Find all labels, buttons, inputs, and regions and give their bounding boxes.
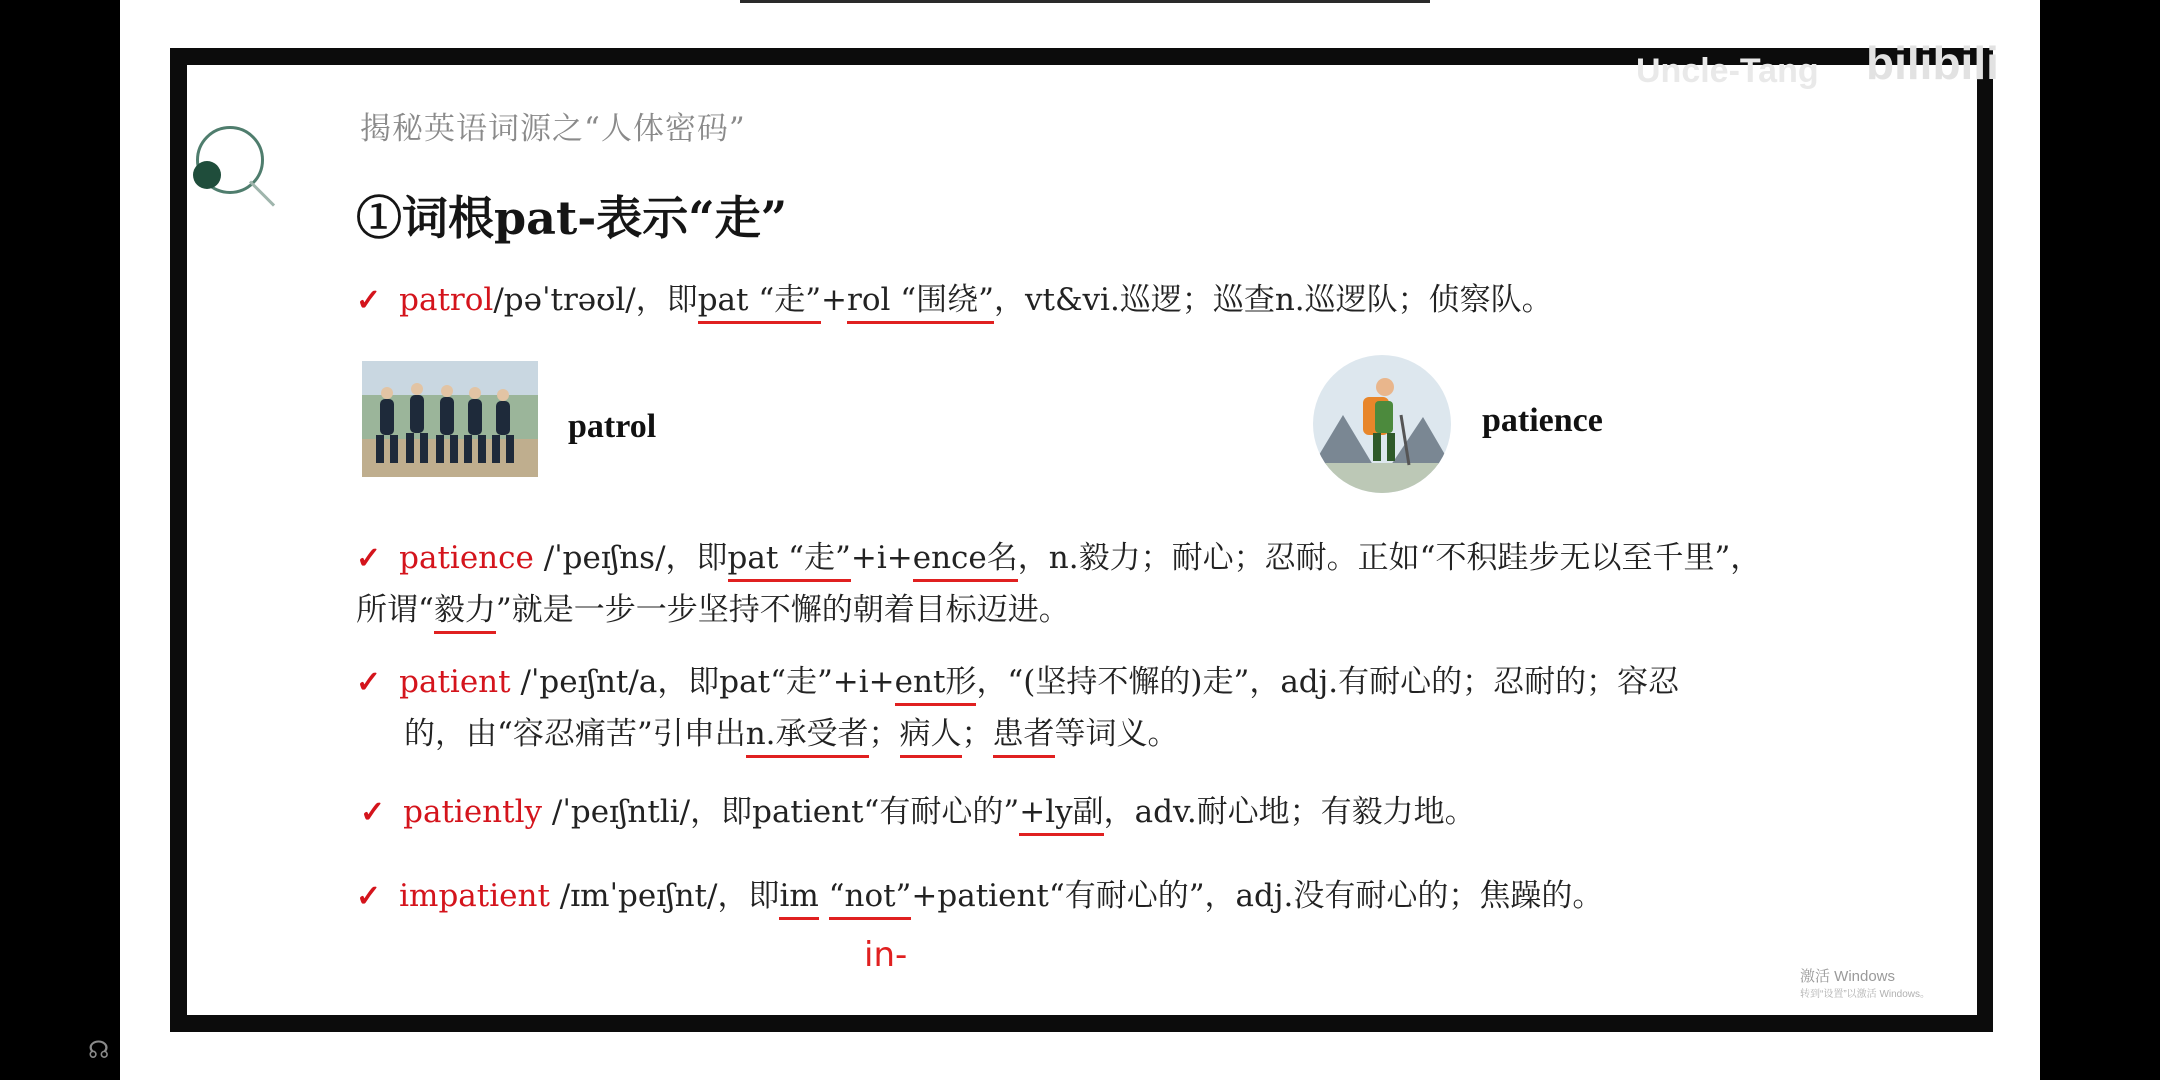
word-patient: patient	[399, 664, 511, 700]
check-icon: ✓	[356, 541, 382, 576]
patrol-image	[362, 361, 538, 477]
watermark-channel: Uncle-Tang	[1636, 52, 1819, 90]
underlined-prefix: im	[779, 878, 818, 920]
phonetic: /ˈpeɪʃntli/	[542, 794, 691, 830]
activate-windows-sub: 转到“设置”以激活 Windows。	[1800, 989, 1931, 1000]
check-icon: ✓	[356, 665, 382, 700]
bilibili-logo: bilibili	[1866, 37, 1999, 89]
underlined-meaning: “not”	[829, 878, 912, 920]
underlined-suffix: ent形	[895, 664, 977, 706]
underlined-word: n.承受者	[746, 716, 869, 758]
underlined-suffix: ence名	[913, 540, 1018, 582]
underlined-suffix: +ly副	[1019, 794, 1103, 836]
check-icon: ✓	[356, 879, 382, 914]
phonetic: /ɪmˈpeɪʃnt/	[549, 878, 718, 914]
phonetic: /ˈpeɪʃns/	[533, 540, 666, 576]
user-icon[interactable]: ☊	[88, 1036, 110, 1064]
check-icon: ✓	[356, 283, 382, 318]
underlined-word: 病人	[900, 716, 962, 758]
word-patrol: patrol	[399, 282, 494, 318]
underlined-word: 患者	[993, 716, 1055, 758]
entry-patience-line2: 所谓“毅力”就是一步一步坚持不懈的朝着目标迈进。	[356, 584, 1070, 629]
underlined-word: 毅力	[434, 592, 496, 634]
patience-image-label: patience	[1482, 402, 1603, 439]
entry-impatient: ✓ impatient /ɪmˈpeɪʃnt/，即im “not”+patient“有耐心的”，adj.没有耐心的；焦躁的。	[356, 870, 1603, 915]
entry-patiently: ✓ patiently /ˈpeɪʃntli/，即patient“有耐心的”+ly副，adv.耐心地；有毅力地。	[360, 786, 1476, 831]
entry-patience: ✓ patience /ˈpeɪʃns/，即pat “走”+i+ence名，n.毅力；耐心；忍耐。正如“不积跬步无以至千里”，	[356, 532, 1761, 577]
logo-dot-icon	[193, 161, 221, 189]
entry-patrol: ✓ patrol/pəˈtrəʊl/，即pat “走”+rol “围绕”，vt&vi.巡逻；巡查n.巡逻队；侦察队。	[356, 274, 1553, 319]
handwritten-note: in-	[864, 935, 908, 975]
entry-patient-line2: 的，由“容忍痛苦”引申出n.承受者；病人；患者等词义。	[404, 708, 1179, 753]
entry-patient: ✓ patient /ˈpeɪʃnt/a，即pat“走”+i+ent形，“(坚持不懈的)走”，adj.有耐心的；忍耐的；容忍	[356, 656, 1679, 701]
patrol-image-label: patrol	[568, 408, 657, 445]
word-impatient: impatient	[399, 878, 550, 914]
word-patience: patience	[399, 540, 534, 576]
underlined-root: pat “走”	[728, 540, 851, 582]
underlined-root: rol “围绕”	[847, 282, 994, 324]
activate-windows-title: 激活 Windows	[1800, 968, 1896, 985]
phonetic: /ˈpeɪʃnt/a	[510, 664, 658, 700]
check-icon: ✓	[360, 795, 386, 830]
progress-bar[interactable]	[740, 0, 1430, 3]
slide-heading: ①词根pat-表示“走”	[356, 191, 788, 245]
underlined-root: pat “走”	[698, 282, 821, 324]
word-patiently: patiently	[403, 794, 543, 830]
slide-subtitle: 揭秘英语词源之“人体密码”	[360, 111, 746, 147]
patience-image	[1313, 355, 1451, 493]
phonetic: /pəˈtrəʊl/	[493, 282, 636, 318]
